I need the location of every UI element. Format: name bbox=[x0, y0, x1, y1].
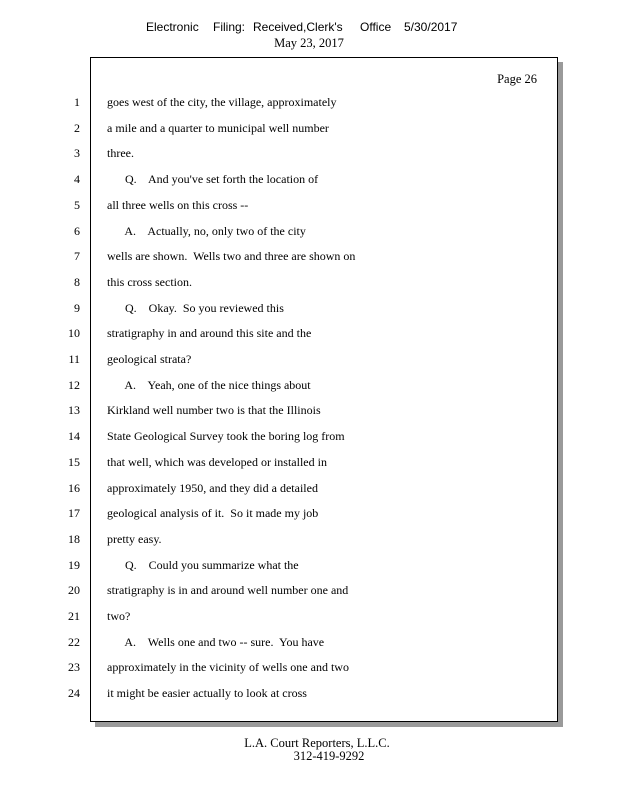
line-text: approximately in the vicinity of wells one and two bbox=[107, 660, 349, 674]
line-text: stratigraphy in and around this site and the bbox=[107, 326, 312, 340]
line-number: 23 bbox=[68, 660, 80, 674]
line-number: 6 bbox=[74, 224, 80, 238]
line-number: 3 bbox=[74, 146, 80, 160]
line-number: 5 bbox=[74, 198, 80, 212]
filing-stamp-word: Electronic bbox=[146, 20, 199, 34]
line-text: all three wells on this cross -- bbox=[107, 198, 249, 212]
line-text: Kirkland well number two is that the Illinois bbox=[107, 403, 321, 417]
line-text: a mile and a quarter to municipal well number bbox=[107, 121, 329, 135]
line-text: two? bbox=[107, 609, 131, 623]
line-text: geological analysis of it. So it made my job bbox=[107, 506, 319, 520]
line-number: 8 bbox=[74, 275, 80, 289]
line-number: 16 bbox=[68, 481, 80, 495]
filing-stamp-word: Filing: bbox=[213, 20, 246, 34]
deposition-date: May 23, 2017 bbox=[274, 36, 344, 50]
line-number: 18 bbox=[68, 532, 80, 546]
line-number: 2 bbox=[74, 121, 80, 135]
line-number: 15 bbox=[68, 455, 80, 469]
line-number: 7 bbox=[74, 249, 80, 263]
page-number: Page 26 bbox=[497, 72, 537, 86]
line-number: 11 bbox=[68, 352, 80, 366]
line-number: 19 bbox=[68, 558, 80, 572]
line-text: Q. Could you summarize what the bbox=[107, 558, 299, 572]
line-number: 13 bbox=[68, 403, 80, 417]
line-text: pretty easy. bbox=[107, 532, 162, 546]
line-text: Q. And you've set forth the location of bbox=[107, 172, 319, 186]
line-number: 21 bbox=[68, 609, 80, 623]
line-number: 10 bbox=[68, 326, 80, 340]
footer-company: L.A. Court Reporters, L.L.C. bbox=[244, 736, 390, 750]
filing-stamp-word: Received,Clerk's bbox=[253, 20, 343, 34]
line-text: goes west of the city, the village, approximately bbox=[107, 95, 337, 109]
line-text: A. Wells one and two -- sure. You have bbox=[107, 635, 325, 649]
line-number: 22 bbox=[68, 635, 80, 649]
line-text: stratigraphy is in and around well number one and bbox=[107, 583, 349, 597]
line-text: approximately 1950, and they did a detailed bbox=[107, 481, 318, 495]
line-text: three. bbox=[107, 146, 134, 160]
line-text: Q. Okay. So you reviewed this bbox=[107, 301, 284, 315]
line-text: this cross section. bbox=[107, 275, 192, 289]
line-number: 24 bbox=[68, 686, 80, 700]
filing-stamp-word: Office bbox=[360, 20, 392, 34]
line-text: it might be easier actually to look at cross bbox=[107, 686, 307, 700]
line-number: 20 bbox=[68, 583, 80, 597]
line-number: 9 bbox=[74, 301, 80, 315]
line-text: State Geological Survey took the boring log from bbox=[107, 429, 345, 443]
footer-phone: 312-419-9292 bbox=[293, 749, 365, 763]
line-number: 17 bbox=[68, 506, 80, 520]
line-number: 12 bbox=[68, 378, 80, 392]
line-text: A. Actually, no, only two of the city bbox=[107, 224, 306, 238]
line-text: A. Yeah, one of the nice things about bbox=[107, 378, 311, 392]
line-number: 14 bbox=[68, 429, 80, 443]
line-text: that well, which was developed or installed in bbox=[107, 455, 327, 469]
filing-stamp-date: 5/30/2017 bbox=[404, 20, 458, 34]
line-number: 1 bbox=[74, 95, 80, 109]
line-number: 4 bbox=[74, 172, 80, 186]
line-text: wells are shown. Wells two and three are shown on bbox=[107, 249, 356, 263]
line-text: geological strata? bbox=[107, 352, 192, 366]
